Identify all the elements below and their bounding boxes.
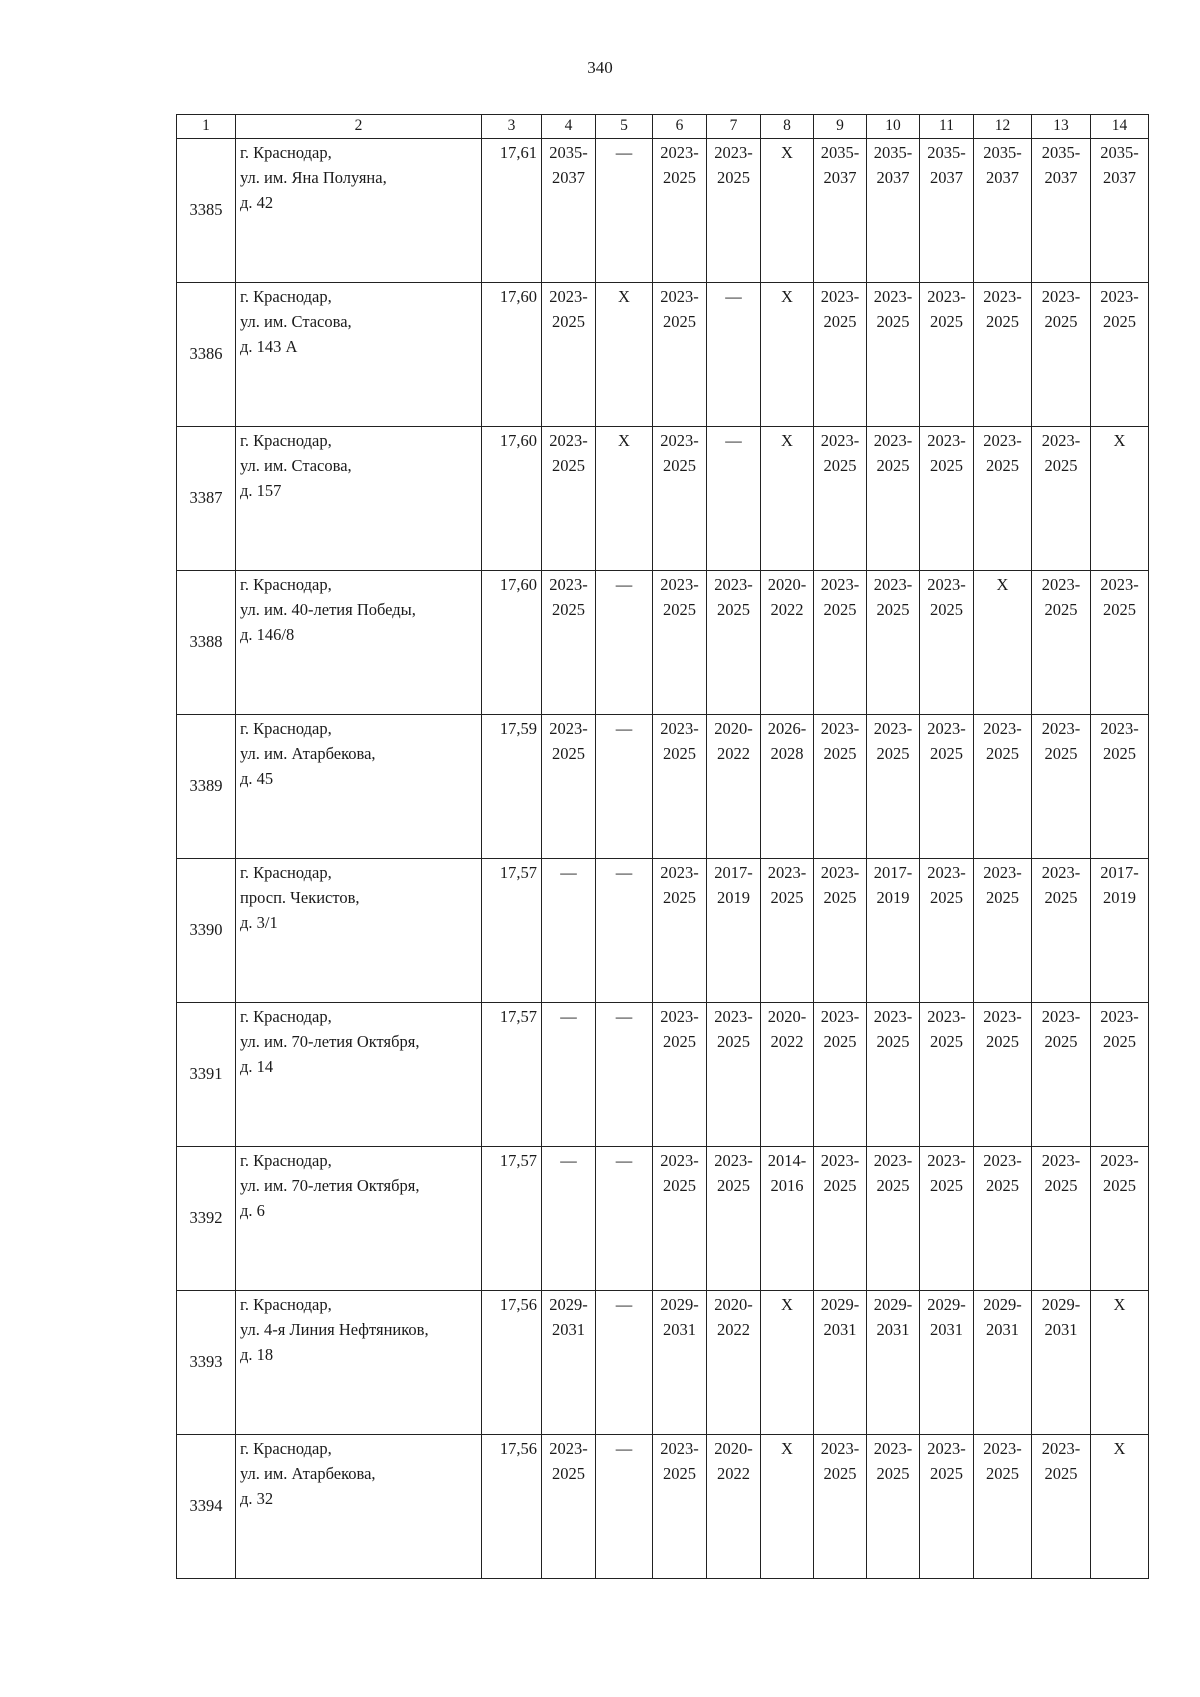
period-cell: 2035- 2037 xyxy=(1091,139,1149,283)
period-cell: 2023- 2025 xyxy=(814,427,867,571)
address-line: г. Краснодар, xyxy=(240,719,332,738)
period-cell: — xyxy=(707,283,761,427)
period-cell: 2023- 2025 xyxy=(867,283,920,427)
period-cell: 2023- 2025 xyxy=(814,571,867,715)
period-cell: 2020- 2022 xyxy=(707,1291,761,1435)
period-cell: 2023- 2025 xyxy=(814,1147,867,1291)
address-line: ул. им. Яна Полуяна, xyxy=(240,167,387,187)
period-cell: 2023- 2025 xyxy=(1032,283,1091,427)
column-header: 4 xyxy=(542,115,596,139)
period-cell: X xyxy=(974,571,1032,715)
address-line: г. Краснодар, xyxy=(240,1439,332,1458)
address-line: д. 146/8 xyxy=(240,624,295,644)
period-cell: 2023- 2025 xyxy=(920,715,974,859)
address-line: г. Краснодар, xyxy=(240,1151,332,1170)
table-row xyxy=(177,139,1149,283)
address-line: ул. им. Стасова, xyxy=(240,311,352,331)
address-line: г. Краснодар, xyxy=(240,287,332,306)
period-cell: — xyxy=(596,715,653,859)
address-line: ул. 4-я Линия Нефтяников, xyxy=(240,1319,429,1339)
period-cell: 2023- 2025 xyxy=(867,427,920,571)
period-cell: 2023- 2025 xyxy=(974,1147,1032,1291)
row-number: 3391 xyxy=(177,1003,236,1147)
period-cell: 2023- 2025 xyxy=(974,715,1032,859)
period-cell: 2023- 2025 xyxy=(867,1003,920,1147)
period-cell: 2029- 2031 xyxy=(867,1291,920,1435)
period-cell: X xyxy=(1091,1435,1149,1579)
period-cell: 2023- 2025 xyxy=(707,139,761,283)
period-cell: 2023- 2025 xyxy=(1032,1147,1091,1291)
column-header: 14 xyxy=(1091,115,1149,139)
page-number: 340 xyxy=(587,58,613,77)
period-cell: 2023- 2025 xyxy=(974,1435,1032,1579)
value-cell: 17,59 xyxy=(482,715,542,859)
period-cell: X xyxy=(761,139,814,283)
address-line: ул. им. Стасова, xyxy=(240,455,352,475)
value-cell: 17,57 xyxy=(482,1147,542,1291)
period-cell: X xyxy=(1091,1291,1149,1435)
period-cell: 2035- 2037 xyxy=(1032,139,1091,283)
address-cell xyxy=(236,859,482,1003)
row-number: 3392 xyxy=(177,1147,236,1291)
table-row xyxy=(177,427,1149,571)
address-cell xyxy=(236,283,482,427)
address-line: г. Краснодар, xyxy=(240,1295,332,1314)
table-row xyxy=(177,1147,1149,1291)
address-line: д. 6 xyxy=(240,1200,265,1220)
address-line: г. Краснодар, xyxy=(240,143,332,162)
period-cell: 2023- 2025 xyxy=(920,571,974,715)
address-line: ул. им. 40-летия Победы, xyxy=(240,599,416,619)
period-cell: 2023- 2025 xyxy=(1091,1003,1149,1147)
value-cell: 17,60 xyxy=(482,427,542,571)
period-cell: 2023- 2025 xyxy=(542,427,596,571)
period-cell: 2023- 2025 xyxy=(542,283,596,427)
value-cell: 17,60 xyxy=(482,283,542,427)
period-cell: 2014- 2016 xyxy=(761,1147,814,1291)
period-cell: 2020- 2022 xyxy=(761,571,814,715)
period-cell: X xyxy=(761,427,814,571)
row-number: 3393 xyxy=(177,1291,236,1435)
column-header: 5 xyxy=(596,115,653,139)
address-cell xyxy=(236,715,482,859)
address-line: г. Краснодар, xyxy=(240,863,332,882)
table-row xyxy=(177,715,1149,859)
period-cell: 2029- 2031 xyxy=(653,1291,707,1435)
period-cell: — xyxy=(542,859,596,1003)
table-row xyxy=(177,1291,1149,1435)
address-cell xyxy=(236,1003,482,1147)
period-cell: — xyxy=(596,1003,653,1147)
period-cell: 2023- 2025 xyxy=(542,715,596,859)
period-cell: X xyxy=(761,1435,814,1579)
period-cell: 2023- 2025 xyxy=(1032,571,1091,715)
period-cell: 2023- 2025 xyxy=(814,715,867,859)
period-cell: 2023- 2025 xyxy=(542,571,596,715)
period-cell: 2023- 2025 xyxy=(1032,715,1091,859)
column-header: 9 xyxy=(814,115,867,139)
period-cell: 2023- 2025 xyxy=(920,283,974,427)
column-header: 7 xyxy=(707,115,761,139)
column-header: 1 xyxy=(177,115,236,139)
period-cell: 2020- 2022 xyxy=(761,1003,814,1147)
period-cell: 2029- 2031 xyxy=(974,1291,1032,1435)
period-cell: — xyxy=(596,139,653,283)
period-cell: 2023- 2025 xyxy=(1032,1003,1091,1147)
address-cell xyxy=(236,571,482,715)
table-row xyxy=(177,1435,1149,1579)
address-cell xyxy=(236,427,482,571)
table-row xyxy=(177,1003,1149,1147)
period-cell: X xyxy=(761,1291,814,1435)
period-cell: — xyxy=(596,1147,653,1291)
period-cell: 2023- 2025 xyxy=(1032,427,1091,571)
value-cell: 17,60 xyxy=(482,571,542,715)
period-cell: 2035- 2037 xyxy=(920,139,974,283)
period-cell: — xyxy=(596,571,653,715)
address-line: ул. им. Атарбекова, xyxy=(240,743,376,763)
period-cell: 2023- 2025 xyxy=(1032,1435,1091,1579)
address-cell xyxy=(236,1147,482,1291)
column-header: 8 xyxy=(761,115,814,139)
period-cell: 2023- 2025 xyxy=(974,283,1032,427)
row-number: 3394 xyxy=(177,1435,236,1579)
period-cell: 2029- 2031 xyxy=(814,1291,867,1435)
period-cell: 2029- 2031 xyxy=(1032,1291,1091,1435)
address-cell xyxy=(236,1435,482,1579)
column-number-header-row xyxy=(177,115,1149,139)
period-cell: 2035- 2037 xyxy=(974,139,1032,283)
period-cell: 2023- 2025 xyxy=(1091,283,1149,427)
period-cell: 2023- 2025 xyxy=(653,859,707,1003)
value-cell: 17,57 xyxy=(482,859,542,1003)
address-line: д. 157 xyxy=(240,480,282,500)
period-cell: 2017- 2019 xyxy=(1091,859,1149,1003)
period-cell: 2023- 2025 xyxy=(974,427,1032,571)
row-number: 3385 xyxy=(177,139,236,283)
value-cell: 17,56 xyxy=(482,1291,542,1435)
address-line: г. Краснодар, xyxy=(240,431,332,450)
period-cell: 2023- 2025 xyxy=(1032,859,1091,1003)
period-cell: — xyxy=(596,1435,653,1579)
period-cell: 2023- 2025 xyxy=(867,715,920,859)
register-table xyxy=(176,114,1149,1579)
period-cell: 2023- 2025 xyxy=(761,859,814,1003)
address-line: ул. им. Атарбекова, xyxy=(240,1463,376,1483)
period-cell: 2023- 2025 xyxy=(707,571,761,715)
period-cell: 2023- 2025 xyxy=(653,139,707,283)
period-cell: 2029- 2031 xyxy=(920,1291,974,1435)
period-cell: 2023- 2025 xyxy=(920,1147,974,1291)
period-cell: 2023- 2025 xyxy=(867,571,920,715)
column-header: 3 xyxy=(482,115,542,139)
period-cell: 2020- 2022 xyxy=(707,715,761,859)
column-header: 12 xyxy=(974,115,1032,139)
column-header: 13 xyxy=(1032,115,1091,139)
period-cell: 2023- 2025 xyxy=(867,1147,920,1291)
period-cell: 2017- 2019 xyxy=(707,859,761,1003)
period-cell: 2023- 2025 xyxy=(653,427,707,571)
table-row xyxy=(177,283,1149,427)
period-cell: 2023- 2025 xyxy=(814,1435,867,1579)
period-cell: 2023- 2025 xyxy=(814,859,867,1003)
value-cell: 17,61 xyxy=(482,139,542,283)
address-line: ул. им. 70-летия Октября, xyxy=(240,1031,420,1051)
address-line: ул. им. 70-летия Октября, xyxy=(240,1175,420,1195)
period-cell: 2035- 2037 xyxy=(814,139,867,283)
period-cell: 2023- 2025 xyxy=(653,571,707,715)
period-cell: 2023- 2025 xyxy=(974,1003,1032,1147)
column-header: 6 xyxy=(653,115,707,139)
address-line: г. Краснодар, xyxy=(240,1007,332,1026)
address-line: д. 45 xyxy=(240,768,274,788)
period-cell: — xyxy=(542,1003,596,1147)
row-number: 3387 xyxy=(177,427,236,571)
period-cell: 2023- 2025 xyxy=(653,283,707,427)
value-cell: 17,56 xyxy=(482,1435,542,1579)
period-cell: 2035- 2037 xyxy=(867,139,920,283)
row-number: 3389 xyxy=(177,715,236,859)
period-cell: 2023- 2025 xyxy=(867,1435,920,1579)
period-cell: — xyxy=(596,1291,653,1435)
period-cell: 2017- 2019 xyxy=(867,859,920,1003)
period-cell: 2023- 2025 xyxy=(707,1147,761,1291)
row-number: 3386 xyxy=(177,283,236,427)
column-header: 2 xyxy=(236,115,482,139)
period-cell: 2023- 2025 xyxy=(920,427,974,571)
value-cell: 17,57 xyxy=(482,1003,542,1147)
period-cell: 2026- 2028 xyxy=(761,715,814,859)
period-cell: 2023- 2025 xyxy=(653,1003,707,1147)
period-cell: 2020- 2022 xyxy=(707,1435,761,1579)
column-header: 10 xyxy=(867,115,920,139)
period-cell: X xyxy=(596,427,653,571)
row-number: 3390 xyxy=(177,859,236,1003)
period-cell: — xyxy=(542,1147,596,1291)
address-line: д. 14 xyxy=(240,1056,274,1076)
period-cell: 2023- 2025 xyxy=(1091,715,1149,859)
period-cell: 2023- 2025 xyxy=(814,283,867,427)
period-cell: 2023- 2025 xyxy=(653,1147,707,1291)
address-line: д. 32 xyxy=(240,1488,274,1508)
period-cell: — xyxy=(596,859,653,1003)
period-cell: 2029- 2031 xyxy=(542,1291,596,1435)
address-line: д. 3/1 xyxy=(240,912,278,932)
period-cell: 2035- 2037 xyxy=(542,139,596,283)
address-line: д. 143 А xyxy=(240,336,298,356)
period-cell: X xyxy=(596,283,653,427)
period-cell: 2023- 2025 xyxy=(920,859,974,1003)
row-number: 3388 xyxy=(177,571,236,715)
table-body xyxy=(177,139,1149,1579)
address-cell xyxy=(236,139,482,283)
period-cell: 2023- 2025 xyxy=(974,859,1032,1003)
period-cell: 2023- 2025 xyxy=(542,1435,596,1579)
address-cell xyxy=(236,1291,482,1435)
period-cell: — xyxy=(707,427,761,571)
period-cell: 2023- 2025 xyxy=(1091,1147,1149,1291)
period-cell: 2023- 2025 xyxy=(1091,571,1149,715)
period-cell: 2023- 2025 xyxy=(920,1003,974,1147)
period-cell: 2023- 2025 xyxy=(707,1003,761,1147)
address-line: г. Краснодар, xyxy=(240,575,332,594)
period-cell: 2023- 2025 xyxy=(920,1435,974,1579)
column-header: 11 xyxy=(920,115,974,139)
table-row xyxy=(177,859,1149,1003)
table-row xyxy=(177,571,1149,715)
period-cell: 2023- 2025 xyxy=(814,1003,867,1147)
address-line: д. 18 xyxy=(240,1344,274,1364)
address-line: просп. Чекистов, xyxy=(240,887,360,907)
period-cell: X xyxy=(1091,427,1149,571)
period-cell: X xyxy=(761,283,814,427)
period-cell: 2023- 2025 xyxy=(653,1435,707,1579)
address-line: д. 42 xyxy=(240,192,274,212)
period-cell: 2023- 2025 xyxy=(653,715,707,859)
